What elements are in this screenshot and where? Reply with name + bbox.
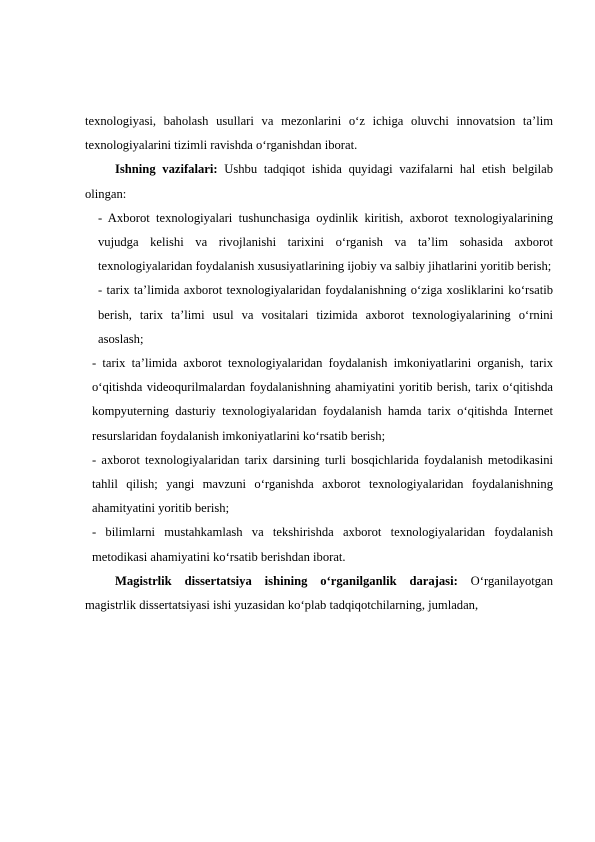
paragraph-intro: texnologiyasi, baholash usullari va mezonlarini o‘z ichiga oluvchi innovatsion ta’lim texnologiyalarini tizimli ravishda o‘rganishdan iborat.: [85, 114, 553, 153]
study-text: O‘rganilayotgan magistrlik dissertatsiyasi ishi yuzasidan ko‘plab tadqiqotchilarning, jumladan,: [85, 573, 553, 613]
tasks-intro-text: Ushbu tadqiqot ishida quyidagi vazifalarni hal etish belgilab olingan:: [85, 162, 554, 201]
list-item-task-3: - tarix ta’limida axborot texnologiyalaridan foydalanish imkoniyatlarini organish, tarix o‘qitishda videoqurilmalardan foydalanishning ahamiyatini yoritib berish, tarix o‘qitishda kompyuterning dasturiy texnologiyalaridan foydalanish hamda tarix o‘qitishda Internet resurslaridan foydalanish imkoniyatlarini ko‘rsatib berish;: [92, 356, 553, 443]
document-page: [85, 109, 553, 617]
list-item-task-1: - Axborot texnologiyalari tushunchasiga oydinlik kiritish, axborot texnologiyalarining vujudga kelishi va rivojlanishi tarixini o‘rganish va ta’lim sohasida axborot texnologiyalaridan foydalanish xususiyatlarining ijobiy va salbiy jihatlarini yoritib berish;: [98, 210, 553, 274]
list-item-task-2: - tarix ta’limida axborot texnologiyalaridan foydalanishning o‘ziga xosliklarini ko‘rsatib berish, tarix ta’limi usul va vositalari tizimida axborot texnologiyalarining o‘rnini asoslash;: [98, 283, 553, 346]
list-item-task-5: - bilimlarni mustahkamlash va tekshirishda axborot texnologiyalaridan foydalanish metodikasi ahamiyatini ko‘rsatib berishdan iborat.: [92, 525, 553, 564]
list-item-task-4: - axborot texnologiyalaridan tarix darsining turli bosqichlarida foydalanish metodikasini tahlil qilish; yangi mavzuni o‘rganishda axborot texnologiyalaridan foydalanishning ahamityatini yoritib berish;: [92, 452, 553, 516]
tasks-heading: Ishning vazifalari:: [115, 162, 218, 177]
study-heading: Magistrlik dissertatsiya ishining o‘rganilganlik darajasi:: [115, 573, 458, 588]
paragraph-tasks-intro: [85, 157, 553, 205]
paragraph-study-level: [85, 569, 553, 617]
